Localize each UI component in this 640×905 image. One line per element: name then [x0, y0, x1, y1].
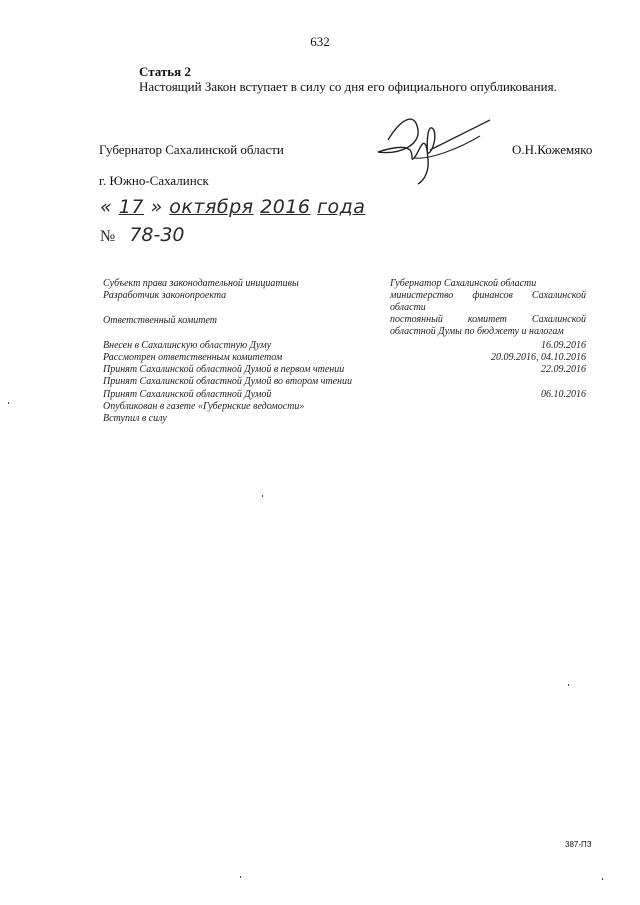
- number-sign: №: [100, 228, 116, 245]
- initiative-label: Субъект права законодательной инициативы: [103, 278, 299, 289]
- history-row-date: 16.09.2016: [541, 340, 586, 351]
- history-row-label: Внесен в Сахалинскую областную Думу: [103, 340, 272, 351]
- history-row-date: 22.09.2016: [541, 364, 586, 375]
- history-row-date: 20.09.2016, 04.10.2016: [491, 352, 586, 363]
- document-code: 387-ПЗ: [565, 840, 592, 849]
- history-row-label: Принят Сахалинской областной Думой: [103, 389, 272, 400]
- page-number: 632: [310, 34, 330, 49]
- place-of-signing: г. Южно-Сахалинск: [99, 173, 209, 188]
- signatory-title: Губернатор Сахалинской области: [99, 142, 284, 157]
- date-close-quote: »: [150, 196, 163, 218]
- scan-speck: [602, 878, 603, 880]
- scan-speck: [262, 495, 263, 497]
- date-open-quote: «: [100, 196, 113, 218]
- date-day: 17: [118, 196, 144, 218]
- history-row-label: Вступил в силу: [103, 413, 167, 424]
- scan-speck: [240, 876, 241, 878]
- developer-label: Разработчик законопроекта: [103, 290, 227, 301]
- date-year-suffix: года: [317, 196, 366, 218]
- date-year: 2016: [260, 196, 311, 218]
- committee-value-line2: областной Думы по бюджету и налогам: [390, 326, 564, 337]
- developer-value-line1: министерство финансов Сахалинской: [390, 290, 586, 301]
- handwritten-law-number: [100, 224, 185, 246]
- scan-speck: [568, 684, 569, 686]
- history-row-label: Принят Сахалинской областной Думой в первом чтении: [103, 364, 345, 375]
- date-month: октября: [169, 196, 254, 218]
- scan-speck: [8, 402, 9, 404]
- history-row-label: Принят Сахалинской областной Думой во втором чтении: [103, 376, 353, 387]
- handwritten-signature: [370, 100, 500, 190]
- history-row-label: Рассмотрен ответственным комитетом: [103, 352, 283, 363]
- history-row-date: 06.10.2016: [541, 389, 586, 400]
- handwritten-date: [100, 196, 365, 218]
- developer-value-line2: области: [390, 302, 426, 313]
- committee-label: Ответственный комитет: [103, 315, 217, 326]
- law-number: 78-30: [129, 224, 185, 246]
- article-text: Настоящий Закон вступает в силу со дня его официального опубликования.: [139, 79, 557, 94]
- signatory-name: О.Н.Кожемяко: [512, 142, 593, 157]
- initiative-value: Губернатор Сахалинской области: [390, 278, 537, 289]
- history-row-label: Опубликован в газете «Губернские ведомости»: [103, 401, 305, 412]
- committee-value-line1: постоянный комитет Сахалинской: [390, 314, 586, 325]
- article-title: Статья 2: [139, 64, 191, 79]
